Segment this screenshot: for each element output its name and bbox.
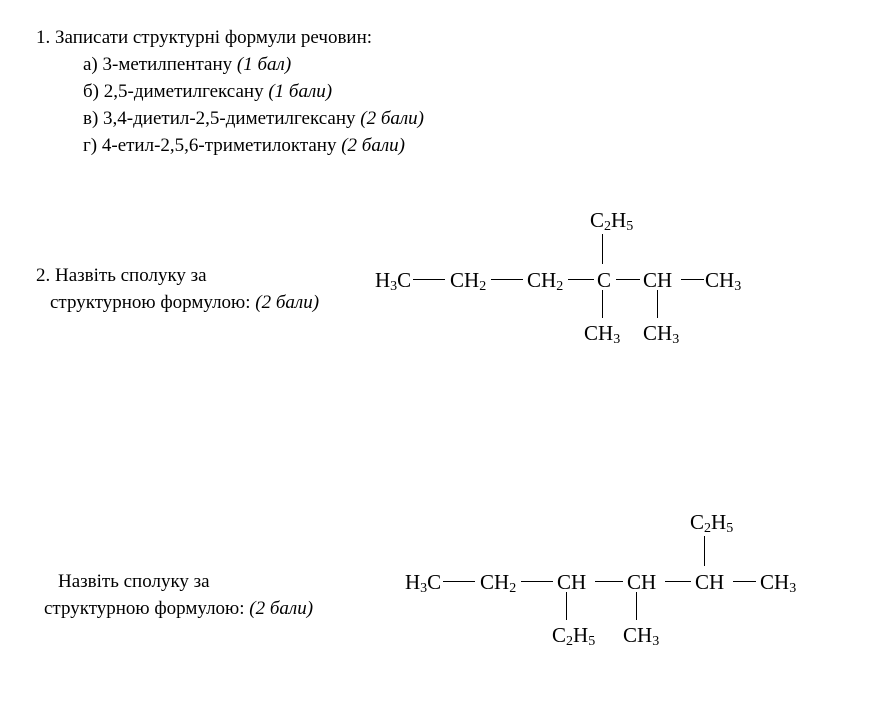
task-1-item-b-label: б) 2,5-диметилгексану [83,81,264,102]
atom-group: CH [643,268,673,292]
atom-group: $C_2H_5$ [590,208,634,234]
bond-horizontal [413,279,445,280]
atom-group: CH [627,570,657,594]
atom-group: $CH_3$ [705,268,742,294]
atom-group: $CH_3$ [643,321,680,347]
bond-horizontal [443,581,475,582]
list-item [36,51,424,78]
atom-group: $C_2H_5$ [690,510,734,536]
atom-group: C [597,268,612,292]
task-3-line-1: Назвіть сполуку за [58,571,210,592]
task-1-item-g-label: г) 4-етил-2,5,6-триметилоктану [83,135,337,156]
structural-formula-2 [405,512,835,652]
atom-group: $CH_3$ [760,570,797,596]
atom-group: $CH_2$ [480,570,517,596]
bond-horizontal [681,279,704,280]
bond-vertical [566,592,567,620]
list-item [36,78,424,105]
list-item [36,132,424,159]
bond-vertical [602,290,603,318]
task-3-prompt [44,568,394,622]
task-1-item-v-label: в) 3,4-диетил-2,5-диметилгексану [83,108,356,129]
bond-horizontal [491,279,523,280]
bond-horizontal [733,581,756,582]
atom-group: CH [695,570,725,594]
bond-horizontal [568,279,594,280]
bond-horizontal [665,581,691,582]
task-1-list [36,51,424,159]
task-2-line-1: 2. Назвіть сполуку за [36,265,207,286]
task-1-item-g-points: (2 бали) [341,135,405,156]
task-2-points: (2 бали) [255,292,320,313]
task-2-prompt [36,262,366,316]
task-2-line-2-wrap [36,289,366,316]
task-2-line-2: структурною формулою: [50,292,251,313]
bond-horizontal [595,581,623,582]
bond-vertical [636,592,637,620]
task-3-line-2-wrap [44,595,394,622]
task-3-line-2: структурною формулою: [44,598,245,619]
task-1-item-v-points: (2 бали) [360,108,424,129]
task-1-block [36,24,424,159]
bond-vertical [602,234,603,264]
atom-group: $CH_2$ [450,268,487,294]
bond-horizontal [521,581,553,582]
task-1-title: 1. Записати структурні формули речовин: [36,27,373,48]
task-3-points: (2 бали) [249,598,314,619]
bond-horizontal [616,279,640,280]
task-1-item-b-points: (1 бали) [268,81,333,102]
task-1-item-a-label: а) 3-метилпентану [83,54,233,75]
structural-formula-1 [375,210,775,350]
atom-group: $CH_3$ [623,623,660,649]
bond-vertical [657,290,658,318]
atom-group: $C_2H_5$ [552,623,596,649]
atom-group: $CH_2$ [527,268,564,294]
list-item [36,105,424,132]
atom-group: CH [557,570,587,594]
bond-vertical [704,536,705,566]
task-1-item-a-points: (1 бал) [236,54,292,75]
atom-group: $H_3C$ [405,570,442,596]
atom-group: $H_3C$ [375,268,412,294]
atom-group: $CH_3$ [584,321,621,347]
